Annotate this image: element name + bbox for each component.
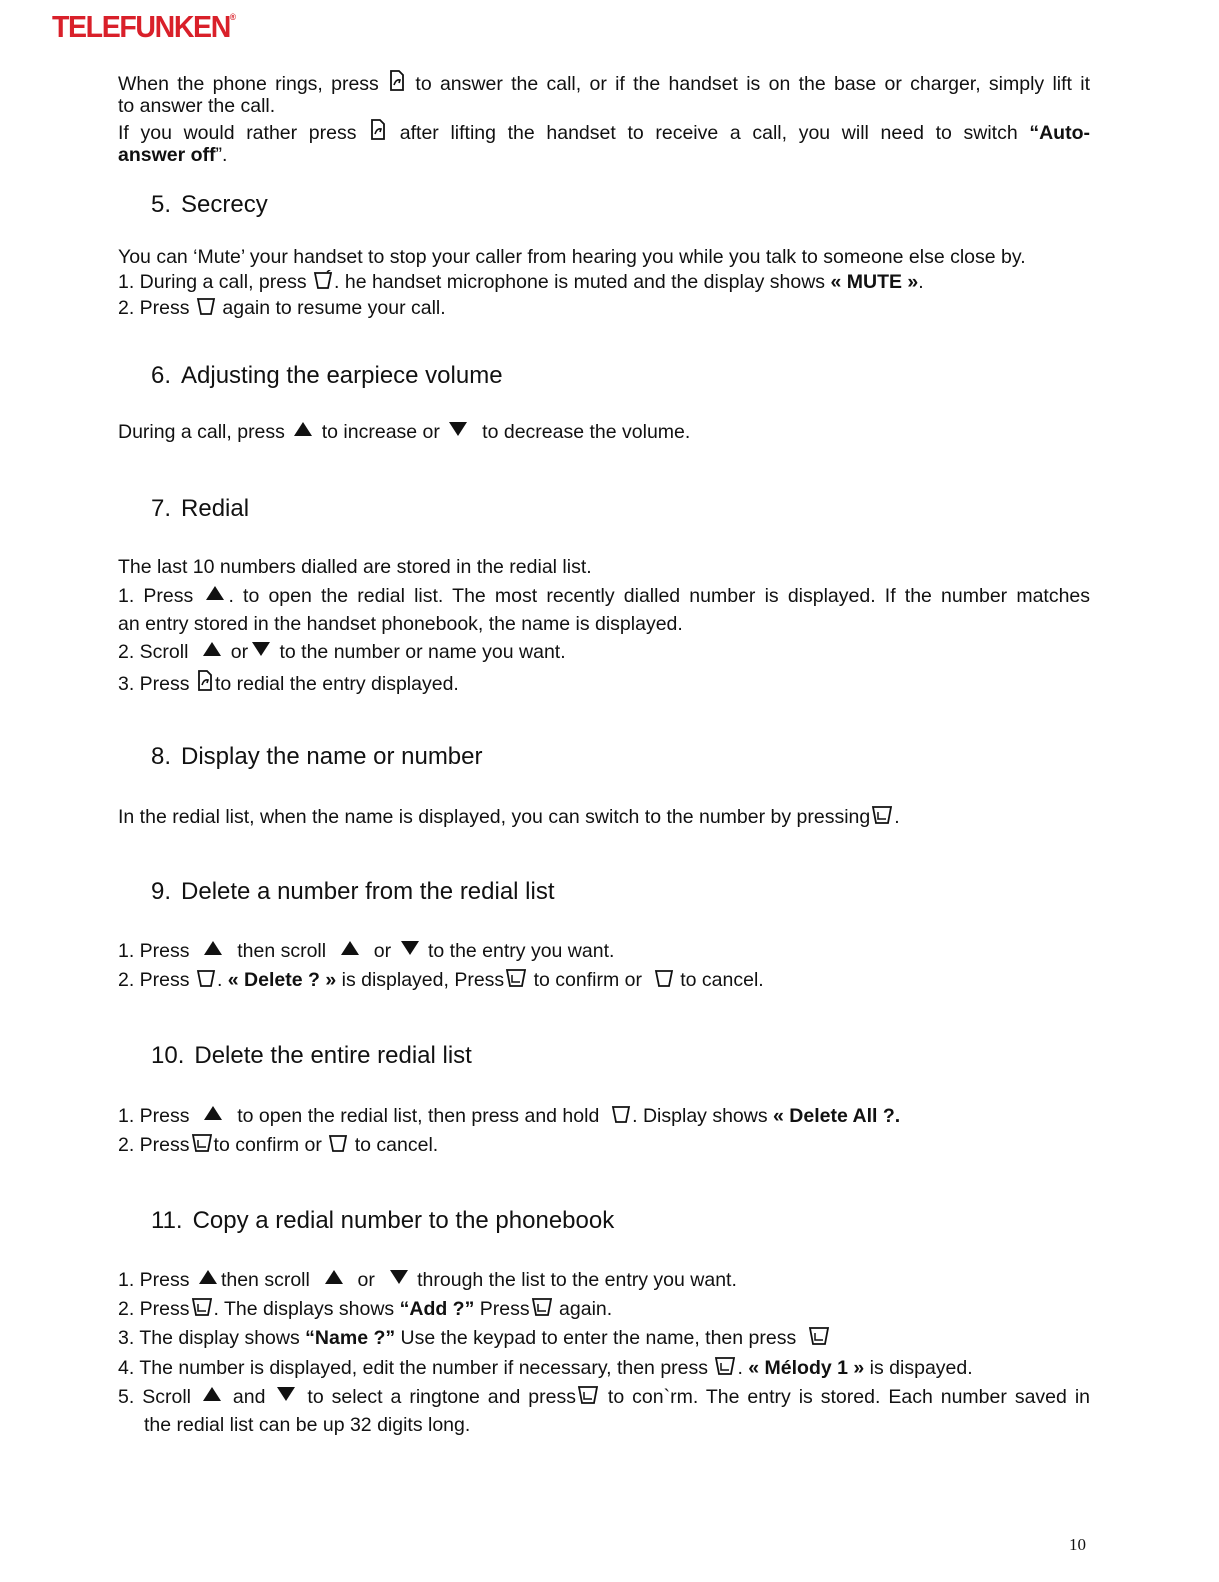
heading-secrecy: 5. Secrecy bbox=[151, 191, 268, 218]
talk-key-icon bbox=[196, 670, 214, 698]
up-arrow-icon bbox=[199, 1270, 217, 1284]
down-arrow-icon bbox=[252, 642, 270, 656]
left-softkey-icon bbox=[871, 805, 893, 831]
left-softkey-icon bbox=[808, 1326, 830, 1352]
s5-item-1: 1. During a call, press . he handset microphone is muted and the display shows « MUTE ». bbox=[118, 270, 1090, 296]
s11-item-1: 1. Press then scroll or through the list to the entry you want. bbox=[118, 1269, 737, 1291]
s7-paragraph: The last 10 numbers dialled are stored in the redial list. bbox=[118, 556, 592, 578]
left-softkey-icon bbox=[191, 1133, 213, 1159]
left-softkey-icon bbox=[714, 1356, 736, 1382]
left-softkey-icon bbox=[531, 1297, 553, 1323]
intro-line-3: If you would rather press after lifting the handset to receive a call, you will need to switch “Auto- bbox=[118, 119, 1090, 147]
down-arrow-icon bbox=[401, 941, 419, 955]
s6-paragraph: During a call, press to increase or to decrease the volume. bbox=[118, 421, 691, 443]
right-softkey-icon bbox=[313, 270, 333, 296]
s5-item-2: 2. Press again to resume your call. bbox=[118, 296, 1090, 322]
s7-item-1-cont: an entry stored in the handset phonebook, the name is displayed. bbox=[118, 613, 683, 635]
right-softkey-icon bbox=[611, 1104, 631, 1130]
intro-line-4: answer off”. bbox=[118, 144, 228, 166]
s11-item-4: 4. The number is displayed, edit the number if necessary, then press . « Mélody 1 » is dispayed. bbox=[118, 1356, 1090, 1382]
s9-item-2: 2. Press . « Delete ? » is displayed, Press to confirm or to cancel. bbox=[118, 968, 1090, 994]
right-softkey-icon bbox=[196, 296, 216, 322]
s11-item-5-cont: the redial list can be up 32 digits long. bbox=[144, 1414, 471, 1436]
heading-copy-redial: 11. Copy a redial number to the phonebook bbox=[151, 1207, 615, 1234]
s7-item-3: 3. Press to redial the entry displayed. bbox=[118, 670, 1090, 698]
right-softkey-icon bbox=[654, 968, 674, 994]
heading-redial: 7. Redial bbox=[151, 495, 250, 522]
left-softkey-icon bbox=[577, 1385, 599, 1411]
telefunken-logo: TELEFUNKEN® bbox=[52, 9, 237, 44]
heading-display-name: 8. Display the name or number bbox=[151, 743, 483, 770]
up-arrow-icon bbox=[204, 1106, 222, 1120]
down-arrow-icon bbox=[449, 422, 467, 436]
right-softkey-icon bbox=[328, 1133, 348, 1159]
heading-delete-number: 9. Delete a number from the redial list bbox=[151, 878, 555, 905]
heading-volume: 6. Adjusting the earpiece volume bbox=[151, 362, 503, 389]
s5-paragraph: You can ‘Mute’ your handset to stop your caller from hearing you while you talk to someone else close by. bbox=[118, 246, 1026, 268]
s10-item-1: 1. Press to open the redial list, then press and hold . Display shows « Delete All ?. bbox=[118, 1104, 1090, 1130]
left-softkey-icon bbox=[191, 1297, 213, 1323]
up-arrow-icon bbox=[206, 586, 224, 600]
up-arrow-icon bbox=[204, 941, 222, 955]
up-arrow-icon bbox=[294, 422, 312, 436]
s7-item-1: 1. Press . to open the redial list. The most recently dialled number is displayed. If the number matches bbox=[118, 585, 1091, 607]
intro-line-1: When the phone rings, press to answer the call, or if the handset is on the base or charger, simply lift it bbox=[118, 70, 1090, 98]
page-number: 10 bbox=[1069, 1535, 1086, 1554]
s11-item-5: 5. Scroll and to select a ringtone and press to con`rm. The entry is stored. Each number saved in bbox=[118, 1385, 1090, 1411]
heading-delete-entire: 10. Delete the entire redial list bbox=[151, 1042, 472, 1069]
up-arrow-icon bbox=[325, 1270, 343, 1284]
s9-item-1: 1. Press then scroll or to the entry you want. bbox=[118, 940, 615, 962]
up-arrow-icon bbox=[203, 642, 221, 656]
left-softkey-icon bbox=[505, 968, 527, 994]
down-arrow-icon bbox=[277, 1387, 295, 1401]
s11-item-3: 3. The display shows “Name ?” Use the keypad to enter the name, then press bbox=[118, 1326, 1090, 1352]
up-arrow-icon bbox=[203, 1387, 221, 1401]
s7-item-2: 2. Scroll or to the number or name you want. bbox=[118, 641, 566, 663]
down-arrow-icon bbox=[390, 1270, 408, 1284]
intro-line-2: to answer the call. bbox=[118, 95, 276, 117]
up-arrow-icon bbox=[341, 941, 359, 955]
s8-paragraph: In the redial list, when the name is displayed, you can switch to the number by pressing . bbox=[118, 805, 1090, 831]
right-softkey-icon bbox=[196, 968, 216, 994]
s10-item-2: 2. Press to confirm or to cancel. bbox=[118, 1133, 1090, 1159]
s11-item-2: 2. Press . The displays shows “Add ?” Press again. bbox=[118, 1297, 1090, 1323]
